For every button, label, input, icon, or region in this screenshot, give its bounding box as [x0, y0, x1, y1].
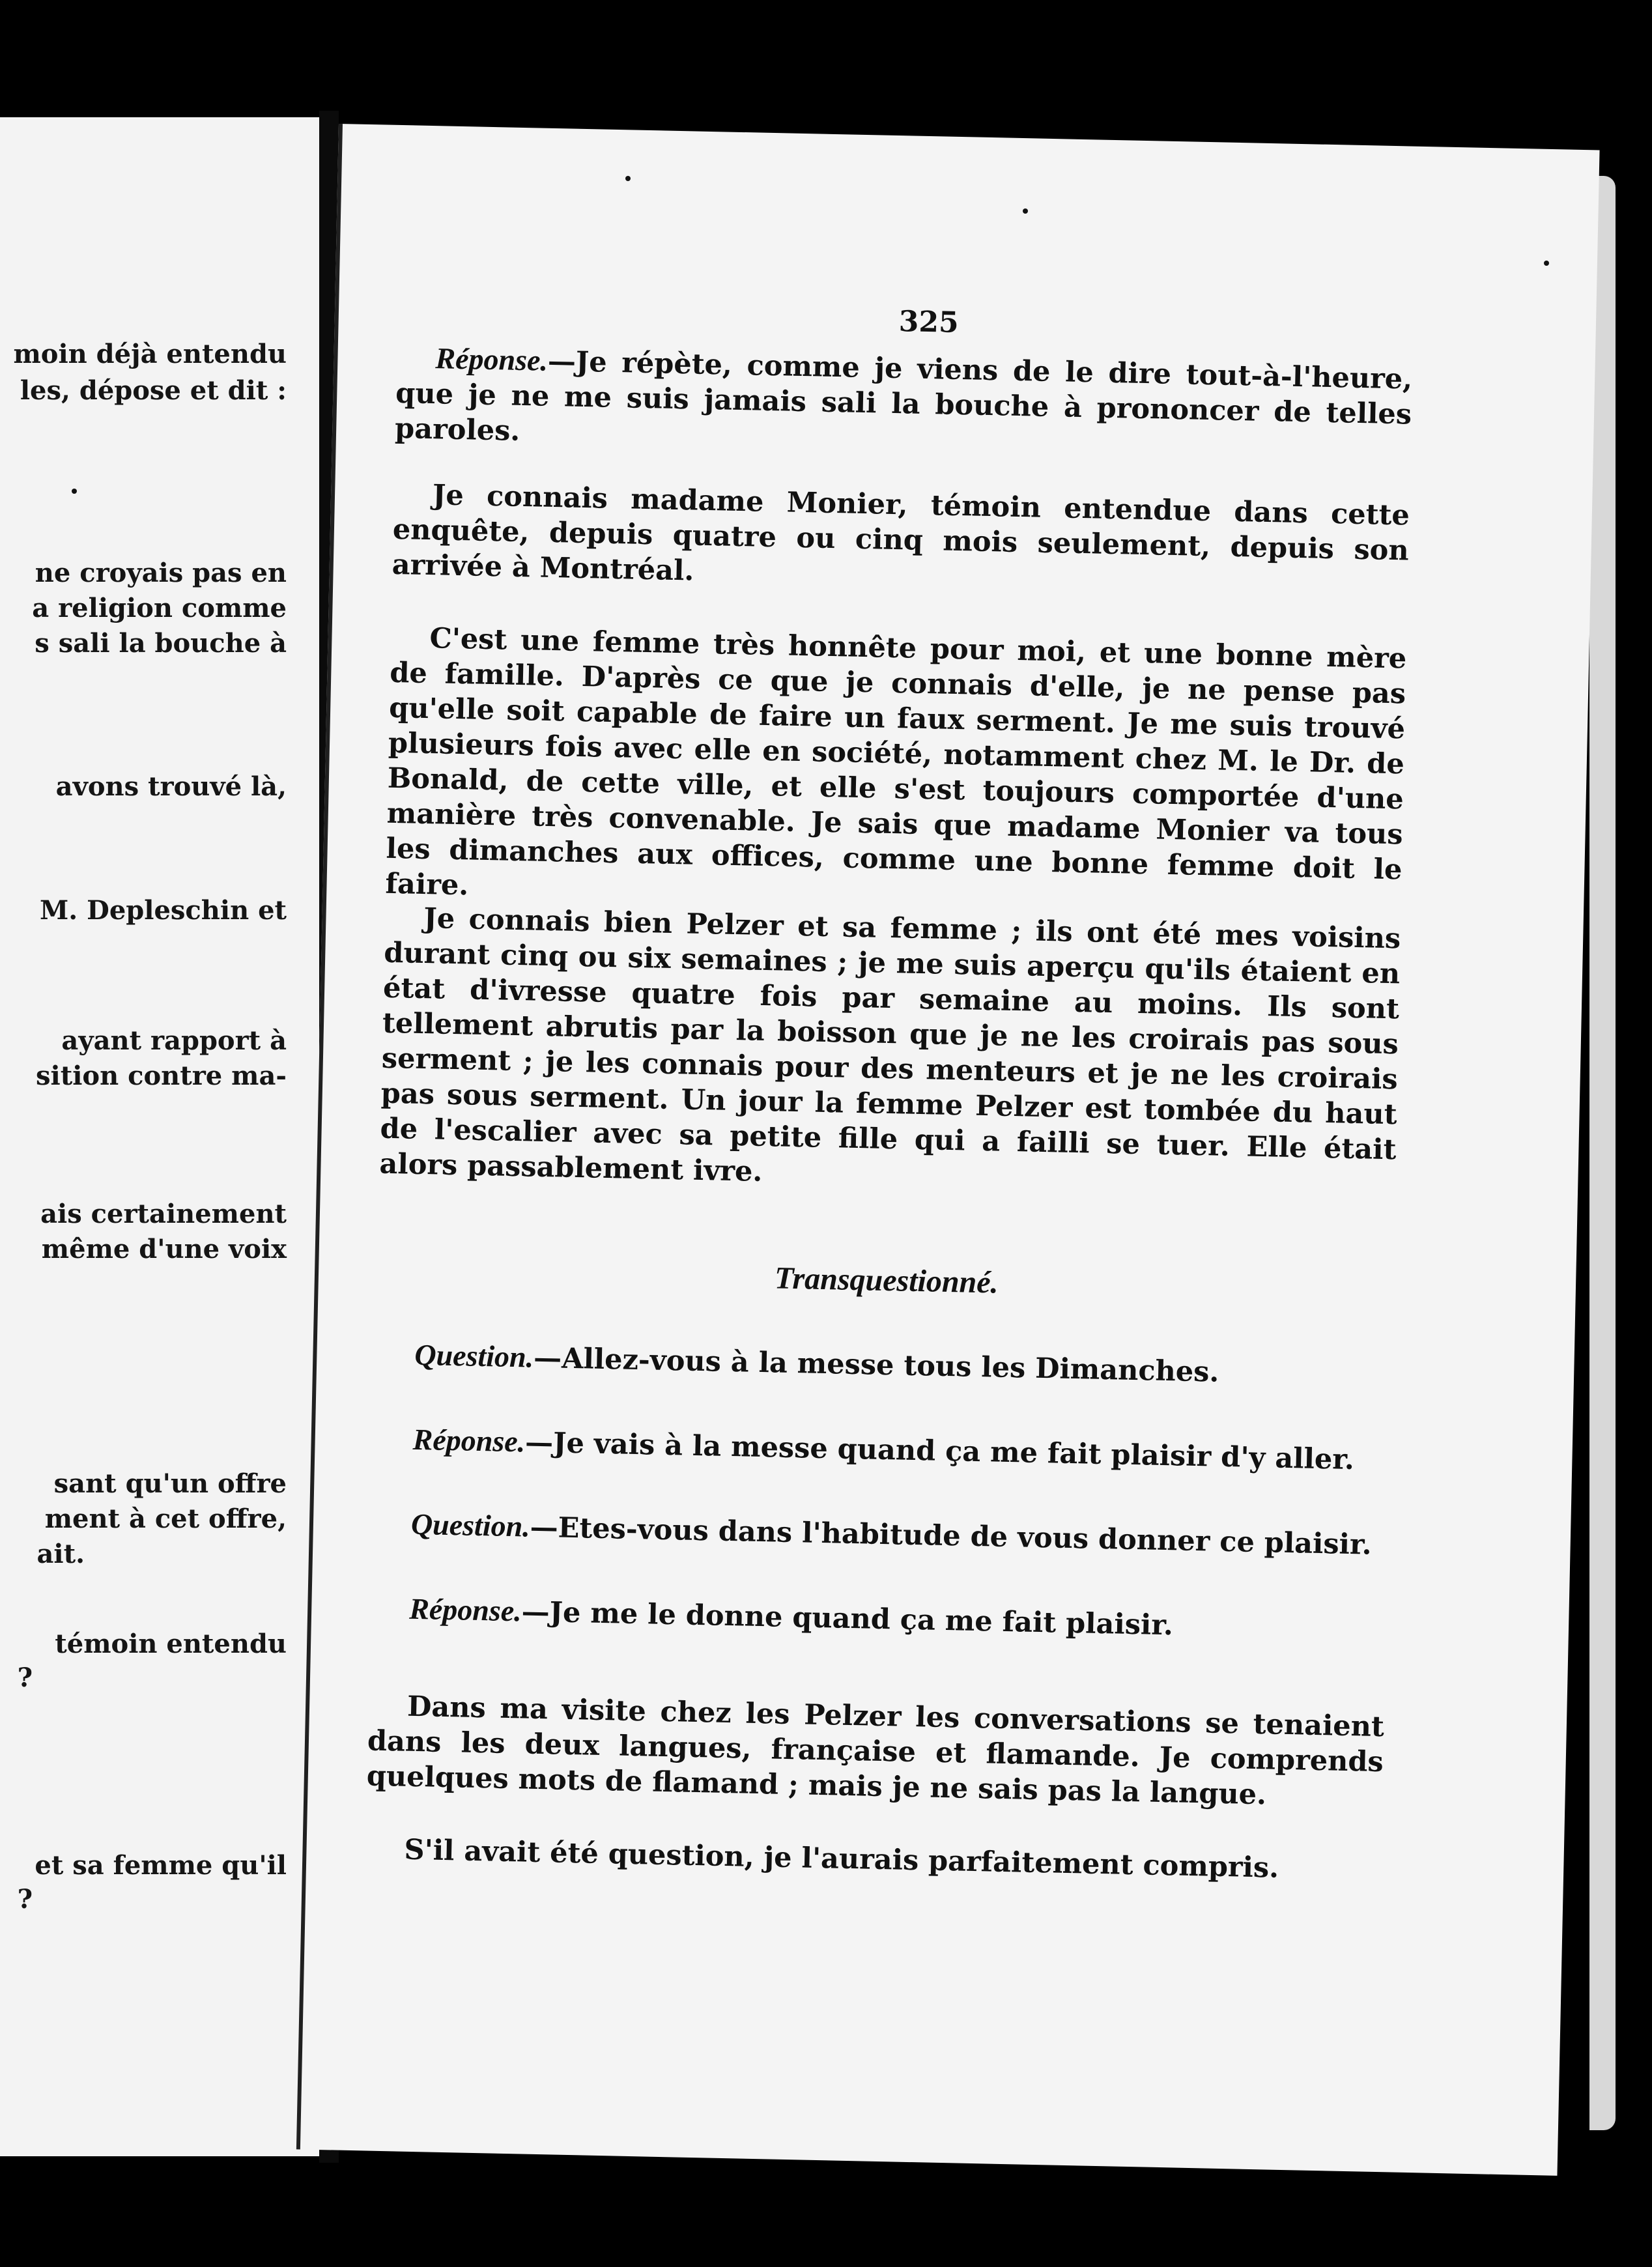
left-page-line: s sali la bouche à — [35, 628, 287, 659]
question-text: —Etes-vous dans l'habitude de vous donner ce plaisir. — [530, 1511, 1373, 1561]
print-speck — [625, 176, 631, 181]
testimony-paragraph — [379, 900, 1401, 1203]
paragraph-text: S'il avait été question, je l'aurais parfaitement compris. — [404, 1833, 1279, 1885]
answer-paragraph — [395, 340, 1413, 468]
question-text: —Allez-vous à la messe tous les Dimanches. — [533, 1341, 1219, 1389]
answer-text: —Je me le donne quand ça me fait plaisir. — [521, 1595, 1174, 1642]
question-label: Question. — [414, 1337, 534, 1374]
right-page — [296, 124, 1600, 2176]
answer-label: Réponse. — [412, 1422, 526, 1459]
question-line — [371, 1506, 1388, 1563]
left-page-line: sant qu'un offre — [53, 1468, 287, 1499]
left-page-line: ? — [17, 1662, 33, 1693]
left-page-line: les, dépose et dit : — [20, 375, 287, 406]
answer-text: —Je vais à la messe quand ça me fait plaisir d'y aller. — [524, 1426, 1355, 1477]
left-page-line: a religion comme — [32, 593, 287, 623]
answer-label: Réponse. — [434, 341, 548, 377]
testimony-paragraph — [392, 477, 1410, 604]
left-page-line: ais certainement — [40, 1199, 287, 1229]
answer-line — [370, 1591, 1387, 1648]
left-page-line: ? — [17, 1884, 33, 1915]
answer-label: Réponse. — [408, 1591, 522, 1628]
print-speck — [1544, 261, 1549, 266]
closing-paragraph — [366, 1688, 1384, 1815]
print-speck — [1023, 208, 1028, 214]
left-page-line: M. Depleschin et — [40, 895, 287, 926]
question-label: Question. — [410, 1507, 531, 1543]
cross-examination-heading: Transquestionné. — [774, 1261, 999, 1300]
question-line — [375, 1337, 1392, 1394]
paragraph-text: Je connais bien Pelzer et sa femme ; ils ont été mes voisins durant cinq ou six semaines ; je me suis aperçu qu'ils étaient en état d'ivresse quatre fois par semaine au moins. Ils sont tellement abrutis par la boisson que je ne les croirais pas sous serment ; je les connais pour des menteurs et je ne les croirais pas sous serment. Un jour la femme Pelzer est tombée du haut de l'escalier avec sa petite fille qui a failli se tuer. Elle était alors passablement ivre. — [379, 902, 1401, 1188]
testimony-paragraph — [385, 620, 1407, 923]
left-page-line: même d'une voix — [41, 1234, 287, 1264]
print-speck — [72, 489, 77, 494]
paragraph-text: Dans ma visite chez les Pelzer les conversations se tenaient dans les deux langues, française et flamande. Je comprends quelques mots de flamand ; mais je ne sais pas la langue. — [366, 1690, 1385, 1812]
closing-paragraph — [365, 1831, 1382, 1888]
answer-text: —Je répète, comme je viens de le dire tout-à-l'heure, que je ne me suis jamais sali la bouche à prononcer de telles paroles. — [394, 345, 1413, 448]
left-page-line: ait. — [36, 1539, 85, 1569]
left-page-line: et sa femme qu'il — [35, 1850, 287, 1881]
paragraph-text: Je connais madame Monier, témoin entendue dans cette enquête, depuis quatre ou cinq mois seulement, depuis son arrivée à Montréal. — [392, 479, 1410, 588]
left-page-line: moin déjà entendu — [13, 339, 287, 369]
page-edge — [1589, 176, 1616, 2130]
page-number: 325 — [898, 305, 960, 339]
left-page-line: sition contre ma- — [36, 1061, 287, 1091]
left-page-line: ne croyais pas en — [35, 558, 287, 588]
left-page-line: témoin entendu — [55, 1629, 287, 1659]
answer-line — [373, 1421, 1390, 1479]
left-page-line: ment à cet offre, — [44, 1504, 287, 1534]
left-page — [0, 117, 324, 2156]
left-page-line: avons trouvé là, — [55, 771, 287, 802]
left-page-line: ayant rapport à — [61, 1025, 287, 1056]
paragraph-text: C'est une femme très honnête pour moi, et une bonne mère de famille. D'après ce que je connais d'elle, je ne pense pas qu'elle soit capable de faire un faux serment. Je me suis trouvé plusieurs fois avec elle en société, notamment chez M. le Dr. de Bonald, de cette ville, et elle s'est toujours comportée d'une manière très convenable. Je sais que madame Monier va tous les dimanches aux offices, comme une bonne femme doit le faire. — [385, 622, 1407, 902]
